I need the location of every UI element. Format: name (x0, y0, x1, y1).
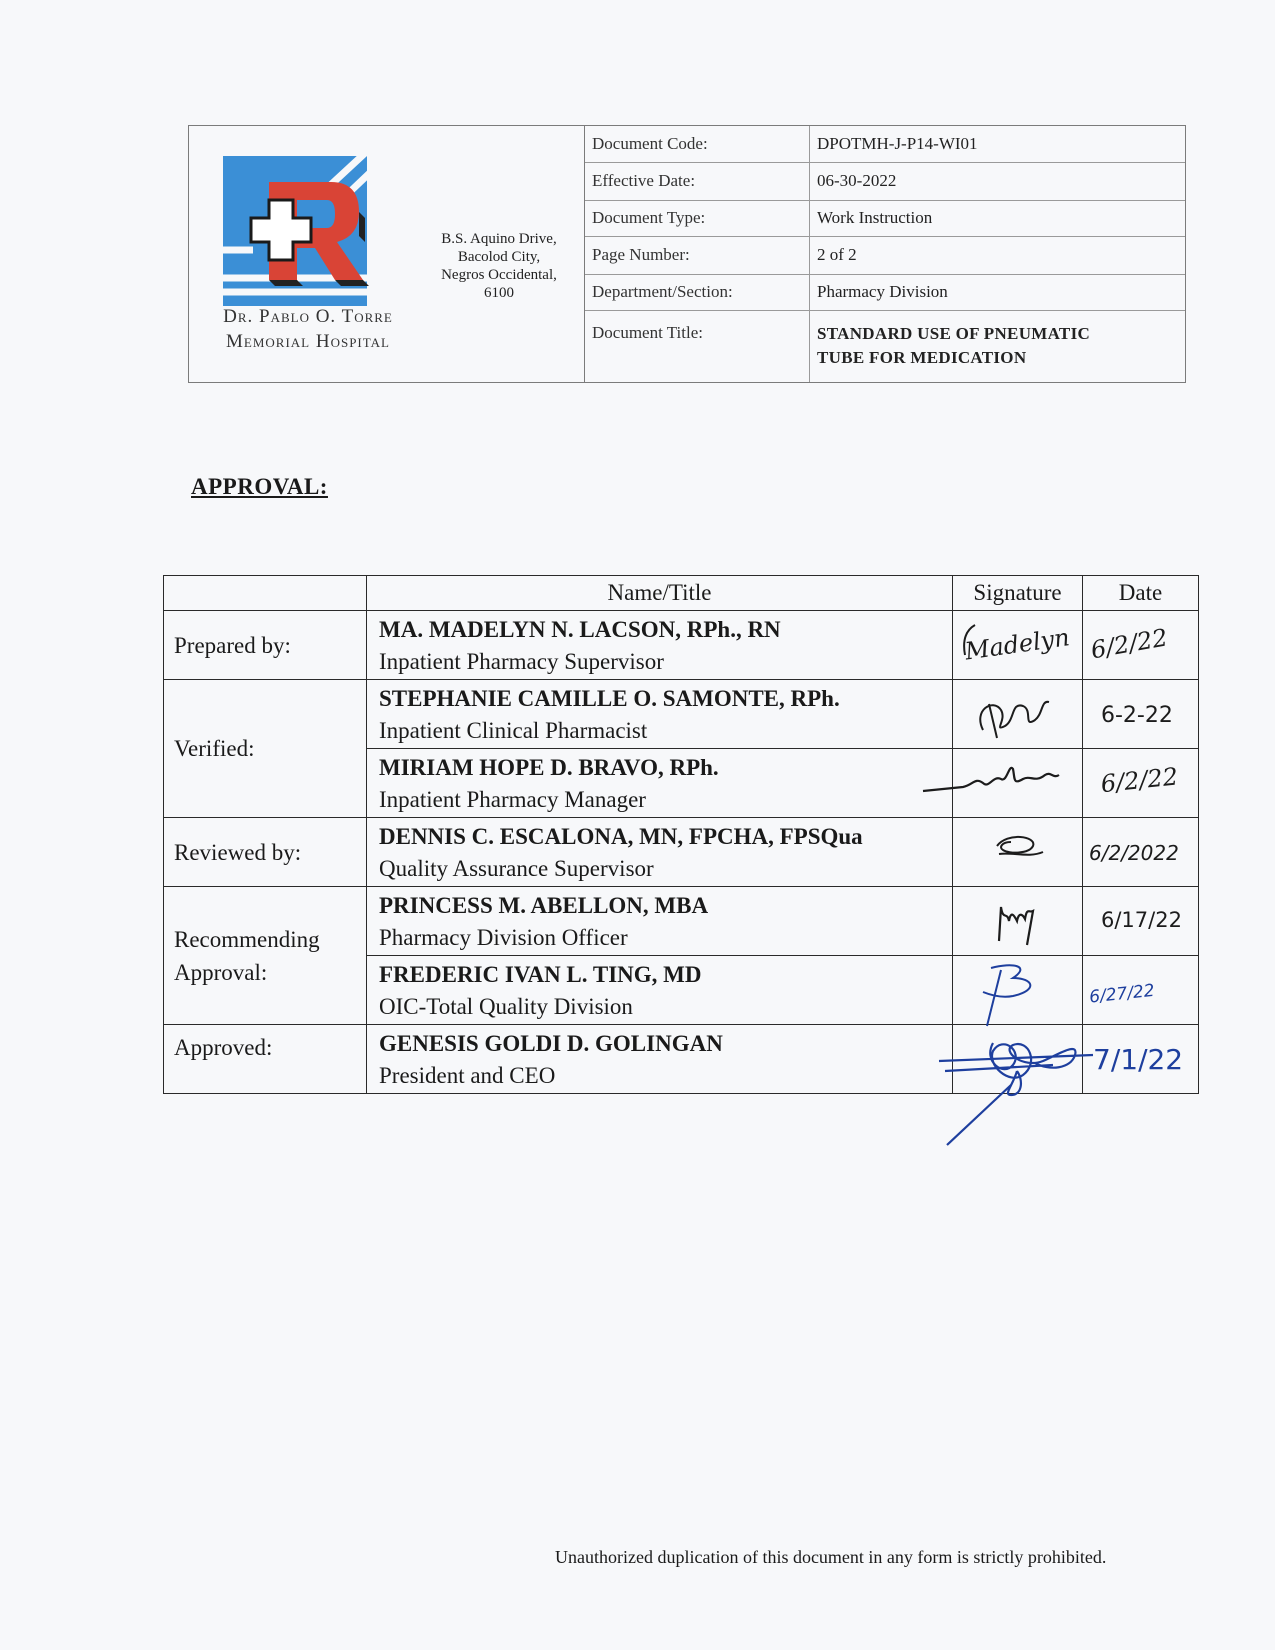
role-label-line1: Recommending (174, 926, 320, 952)
signature-cell (953, 818, 1083, 887)
date-value: 6/27/22 (1088, 980, 1156, 1008)
name-title-cell (367, 887, 953, 956)
approval-row (164, 680, 1199, 749)
document-code: DPOTMH-J-P14-WI01 (810, 126, 1186, 162)
approval-heading: APPROVAL: (191, 474, 328, 499)
field-label: Page Number: (585, 236, 810, 274)
date-value: 7/1/22 (1093, 1043, 1184, 1076)
approval-row (164, 1025, 1199, 1094)
column-header-role (164, 576, 367, 611)
person-title: Inpatient Pharmacy Supervisor (379, 649, 664, 674)
date-handwriting (1083, 680, 1199, 746)
signature-mark (953, 956, 1083, 1022)
signature-cell (953, 611, 1083, 680)
person-name: MIRIAM HOPE D. BRAVO, RPh. (379, 755, 719, 780)
signature-cell (953, 680, 1083, 749)
role-label: Approved: (164, 1025, 367, 1094)
date-value: 6-2-22 (1101, 703, 1173, 728)
footer-note: Unauthorized duplication of this document in any form is strictly prohibited. (555, 1547, 1107, 1567)
address-line2: Bacolod City, (457, 249, 541, 265)
signature-madelyn: Madelyn (963, 623, 1072, 666)
field-label: Document Title: (585, 310, 810, 382)
date-cell (1083, 1025, 1199, 1094)
signature-cell (953, 1025, 1083, 1094)
date-cell (1083, 818, 1199, 887)
signature-cell (953, 749, 1083, 818)
date-cell (1083, 611, 1199, 680)
hospital-name-line2: Memorial Hospital (226, 331, 390, 352)
approval-row (164, 887, 1199, 956)
hospital-name (195, 304, 421, 354)
person-name: PRINCESS M. ABELLON, MBA (379, 893, 709, 918)
document-header (188, 125, 1186, 383)
signature-mark (953, 818, 1083, 884)
approval-row (164, 611, 1199, 680)
person-title: OIC-Total Quality Division (379, 994, 633, 1019)
column-header-name-title: Name/Title (367, 576, 953, 611)
approval-header-row (164, 576, 1199, 611)
date-value: 6/2/22 (1099, 762, 1180, 799)
person-name: STEPHANIE CAMILLE O. SAMONTE, RPh. (379, 686, 840, 711)
date-cell (1083, 680, 1199, 749)
date-cell (1083, 956, 1199, 1025)
document-type: Work Instruction (810, 200, 1186, 236)
hospital-name-line1: Dr. Pablo O. Torre (223, 306, 393, 327)
hospital-address (425, 230, 573, 302)
role-label: Reviewed by: (164, 818, 367, 887)
role-label: Verified: (164, 680, 367, 818)
signature-mark (953, 887, 1083, 953)
date-handwriting (1083, 818, 1199, 884)
info-row-date (585, 162, 1185, 200)
signature-mark (953, 611, 1083, 677)
person-title: Inpatient Pharmacy Manager (379, 787, 646, 812)
document-info-table (585, 126, 1185, 382)
document-title (810, 310, 1186, 382)
person-title: Quality Assurance Supervisor (379, 856, 654, 881)
address-line3: Negros Occidental, (441, 267, 557, 283)
document-title-line1: STANDARD USE OF PNEUMATIC (817, 324, 1091, 344)
person-name: DENNIS C. ESCALONA, MN, FPCHA, FPSQua (379, 824, 863, 849)
approval-row (164, 818, 1199, 887)
info-row-department (585, 274, 1185, 310)
date-value: 6/2/2022 (1089, 841, 1179, 865)
date-handwriting (1083, 1025, 1199, 1091)
name-title-cell (367, 956, 953, 1025)
column-header-signature: Signature (953, 576, 1083, 611)
date-handwriting (1083, 887, 1199, 953)
signature-mark (953, 1025, 1083, 1091)
name-title-cell (367, 818, 953, 887)
role-label: Prepared by: (164, 611, 367, 680)
person-title: President and CEO (379, 1063, 556, 1088)
department-section: Pharmacy Division (810, 274, 1186, 310)
signature-mark (953, 680, 1083, 746)
role-label (164, 887, 367, 1025)
date-cell (1083, 749, 1199, 818)
role-label-line2: Approval: (174, 959, 268, 985)
person-title: Pharmacy Division Officer (379, 925, 628, 950)
name-title-cell (367, 749, 953, 818)
info-row-code (585, 126, 1185, 162)
date-handwriting (1083, 749, 1199, 815)
signature-cell (953, 956, 1083, 1025)
name-title-cell (367, 1025, 953, 1094)
date-handwriting (1083, 956, 1199, 1022)
effective-date: 06-30-2022 (810, 162, 1186, 200)
field-label: Document Code: (585, 126, 810, 162)
field-label: Department/Section: (585, 274, 810, 310)
name-title-cell (367, 680, 953, 749)
info-row-page (585, 236, 1185, 274)
hospital-logo (223, 152, 377, 308)
person-name: GENESIS GOLDI D. GOLINGAN (379, 1031, 723, 1056)
name-title-cell (367, 611, 953, 680)
signature-mark (953, 749, 1083, 815)
person-title: Inpatient Clinical Pharmacist (379, 718, 648, 743)
person-name: FREDERIC IVAN L. TING, MD (379, 962, 702, 987)
date-cell (1083, 887, 1199, 956)
date-value: 6/17/22 (1101, 908, 1182, 932)
date-value: 6/2/22 (1088, 623, 1170, 665)
info-row-title (585, 310, 1185, 382)
signature-cell (953, 887, 1083, 956)
column-header-date: Date (1083, 576, 1199, 611)
field-label: Effective Date: (585, 162, 810, 200)
hospital-identity (189, 126, 585, 382)
field-label: Document Type: (585, 200, 810, 236)
document-title-line2: TUBE FOR MEDICATION (817, 348, 1027, 368)
page-number: 2 of 2 (810, 236, 1186, 274)
date-handwriting (1083, 611, 1199, 677)
info-row-type (585, 200, 1185, 236)
person-name: MA. MADELYN N. LACSON, RPh., RN (379, 617, 781, 642)
approval-table (163, 575, 1199, 1094)
address-line1: B.S. Aquino Drive, (441, 231, 557, 247)
address-line4: 6100 (484, 285, 514, 301)
